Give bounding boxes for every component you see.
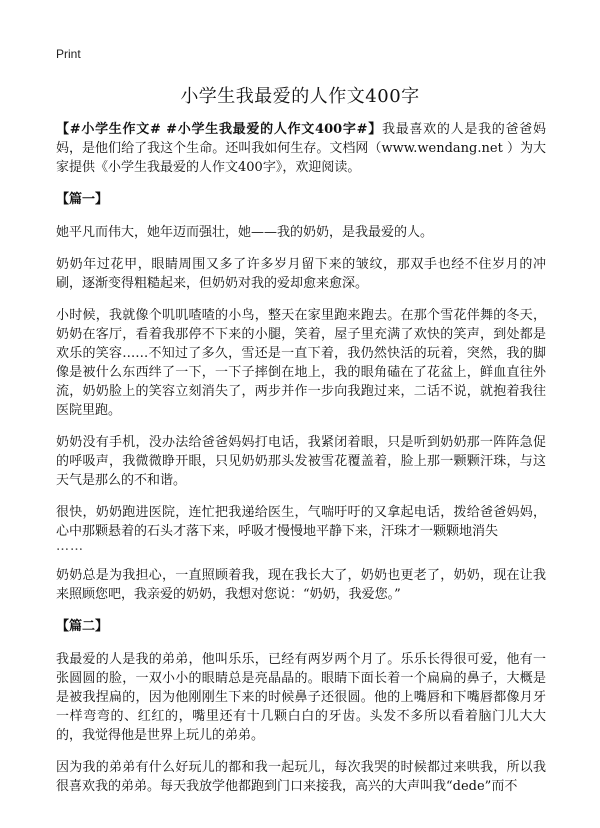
section-heading-2: 【篇二】 bbox=[56, 619, 109, 634]
print-link[interactable]: Print bbox=[56, 47, 81, 61]
paragraph: 因为我的弟弟有什么好玩儿的都和我一起玩儿，每次我哭的时候都过来哄我，所以我很喜欢我的弟弟。每天我放学他都跑到门口来接我，高兴的大声叫我“dede”而不 bbox=[56, 760, 546, 794]
paragraph: 奶奶年过花甲，眼睛周围又多了许多岁月留下来的皱纹，那双手也经不住岁月的冲刷，逐渐变得粗糙起来，但奶奶对我的爱却愈来愈深。 bbox=[56, 257, 546, 291]
article-body bbox=[56, 120, 546, 809]
paragraph: 我最爱的人是我的弟弟，他叫乐乐，已经有两岁两个月了。乐乐长得很可爱，他有一张圆圆的脸，一双小小的眼睛总是亮晶晶的。眼睛下面长着一个扁扁的鼻子，大概是是被我捏扁的，因为他刚刚生下来的时候鼻子还很圆。他的上嘴唇和下嘴唇都像月牙一样弯弯的、红红的，嘴里还有十几颗白白的牙齿。头发不多所以看着脑门儿大大的，我觉得他是世界上玩儿的弟弟。 bbox=[56, 652, 546, 743]
intro-text: 我最喜欢的人是我的爸爸妈妈，是他们给了我这个生命。还叫我如何生存。文档网（www.wendang.net ）为大家提供《小学生我最爱的人作文400字》，欢迎阅读。 bbox=[56, 122, 546, 175]
paragraph-text: 很快，奶奶跑进医院，连忙把我递给医生，气喘吁吁的又拿起电话，拨给爸爸妈妈，心中那颗悬着的石头才落下来，呼吸才慢慢地平静下来，汗珠才一颗颗地消失 bbox=[56, 505, 546, 539]
paragraph: 她平凡而伟大，她年迈而强壮，她——我的奶奶，是我最爱的人。 bbox=[56, 225, 434, 240]
section-heading-1: 【篇一】 bbox=[56, 192, 109, 207]
intro-paragraph bbox=[56, 120, 546, 177]
paragraph: 奶奶总是为我担心，一直照顾着我，现在我长大了，奶奶也更老了，奶奶，现在让我来照顾您吧，我亲爱的奶奶，我想对您说：“奶奶，我爱您。” bbox=[56, 568, 546, 602]
paragraph-with-ellipsis bbox=[56, 503, 546, 553]
ellipsis: …… bbox=[56, 539, 84, 554]
paragraph: 奶奶没有手机，没办法给爸爸妈妈打电话，我紧闭着眼，只是听到奶奶那一阵阵急促的呼吸声，我微微睁开眼，只见奶奶那头发被雪花覆盖着，脸上那一颗颗汗珠，与这天气是那么的不和谐。 bbox=[56, 435, 546, 488]
paragraph: 小时候，我就像个叽叽喳喳的小鸟，整天在家里跑来跑去。在那个雪花伴舞的冬天，奶奶在客厅，看着我那停不下来的小腿，笑着，屋子里充满了欢快的笑声，到处都是欢乐的笑容……不知过了多久，雪还是一直下着，我仍然快活的玩着，突然，我的脚像是被什么东西绊了一下，一下子摔倒在地上，我的眼角磕在了花盆上，鲜血直往外流，奶奶脸上的笑容立刻消失了，两步并作一步向我跑过来，二话不说，就抱着我往医院里跑。 bbox=[56, 308, 546, 418]
intro-tag: 【#小学生作文# #小学生我最爱的人作文400字#】 bbox=[56, 122, 382, 137]
page-title: 小学生我最爱的人作文400字 bbox=[180, 86, 420, 107]
